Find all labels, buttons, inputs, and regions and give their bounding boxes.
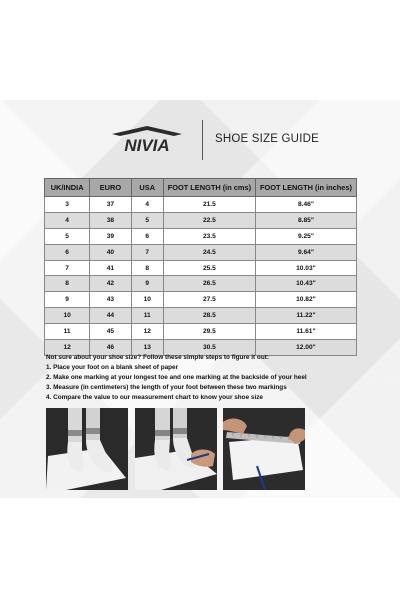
table-cell: 10.43" [255, 276, 356, 292]
table-cell: 22.5 [163, 212, 255, 228]
table-cell: 7 [45, 260, 90, 276]
table-cell: 40 [90, 244, 131, 260]
table-cell: 29.5 [163, 324, 255, 340]
table-cell: 5 [45, 228, 90, 244]
table-row [45, 228, 357, 244]
instruction-step: 2. Make one marking at your longest toe and one marking at the backside of your heel [46, 374, 307, 381]
table-row [45, 292, 357, 308]
table-cell: 10 [131, 292, 163, 308]
table-body [45, 197, 357, 356]
table-cell: 9.64" [255, 244, 356, 260]
table-cell: 26.5 [163, 276, 255, 292]
table-cell: 37 [90, 197, 131, 213]
logo-text: NIVIA [124, 136, 170, 155]
table-cell: 8 [131, 260, 163, 276]
instructions-intro: Not sure about your shoe size? Follow these simple steps to figure it out: [46, 354, 269, 361]
photo-foot-on-paper [46, 408, 128, 490]
table-cell: 21.5 [163, 197, 255, 213]
header [0, 118, 400, 162]
table-cell: 4 [45, 212, 90, 228]
table-cell: 8 [45, 276, 90, 292]
table-cell: 23.5 [163, 228, 255, 244]
column-header: FOOT LENGTH (in cms) [163, 179, 255, 197]
table-cell: 6 [45, 244, 90, 260]
table-cell: 9 [45, 292, 90, 308]
table-cell: 11 [131, 308, 163, 324]
table-row [45, 324, 357, 340]
column-header: USA [131, 179, 163, 197]
instruction-step: 4. Compare the value to our measurement chart to know your shoe size [46, 394, 263, 401]
table-cell: 9.25" [255, 228, 356, 244]
table-cell: 38 [90, 212, 131, 228]
table-cell: 44 [90, 308, 131, 324]
table-cell: 10.82" [255, 292, 356, 308]
table-cell: 43 [90, 292, 131, 308]
table-cell: 28.5 [163, 308, 255, 324]
instruction-step: 3. Measure (in centimeters) the length of your foot between these two markings [46, 384, 287, 391]
table-header-row [45, 179, 357, 197]
column-header: FOOT LENGTH (in inches) [255, 179, 356, 197]
table-cell: 8.85" [255, 212, 356, 228]
table-row [45, 308, 357, 324]
table-cell: 41 [90, 260, 131, 276]
table-row [45, 260, 357, 276]
instruction-step: 1. Place your foot on a blank sheet of paper [46, 364, 179, 371]
table-row [45, 197, 357, 213]
table-cell: 13 [131, 340, 163, 356]
table-row [45, 244, 357, 260]
table-cell: 46 [90, 340, 131, 356]
header-divider [202, 120, 203, 160]
table-cell: 5 [131, 212, 163, 228]
table-cell: 12.00" [255, 340, 356, 356]
photo-marking-foot [135, 408, 217, 490]
table-cell: 25.5 [163, 260, 255, 276]
table-cell: 39 [90, 228, 131, 244]
table-cell: 9 [131, 276, 163, 292]
table-cell: 11.22" [255, 308, 356, 324]
table-cell: 45 [90, 324, 131, 340]
table-cell: 24.5 [163, 244, 255, 260]
table-cell: 42 [90, 276, 131, 292]
nivia-logo [104, 126, 190, 156]
table-cell: 3 [45, 197, 90, 213]
table-cell: 27.5 [163, 292, 255, 308]
table-cell: 6 [131, 228, 163, 244]
table-cell: 10 [45, 308, 90, 324]
table-cell: 12 [45, 340, 90, 356]
table-row [45, 212, 357, 228]
photo-measuring-ruler [223, 408, 305, 490]
instructions [46, 353, 366, 403]
table-cell: 30.5 [163, 340, 255, 356]
table-cell: 12 [131, 324, 163, 340]
table-row [45, 276, 357, 292]
table-cell: 8.46" [255, 197, 356, 213]
page-title: SHOE SIZE GUIDE [215, 133, 319, 145]
table-cell: 11 [45, 324, 90, 340]
column-header: EURO [90, 179, 131, 197]
column-header: UK/INDIA [45, 179, 90, 197]
table-cell: 10.03" [255, 260, 356, 276]
table-cell: 11.61" [255, 324, 356, 340]
table-cell: 4 [131, 197, 163, 213]
size-table [44, 178, 357, 356]
table-cell: 7 [131, 244, 163, 260]
